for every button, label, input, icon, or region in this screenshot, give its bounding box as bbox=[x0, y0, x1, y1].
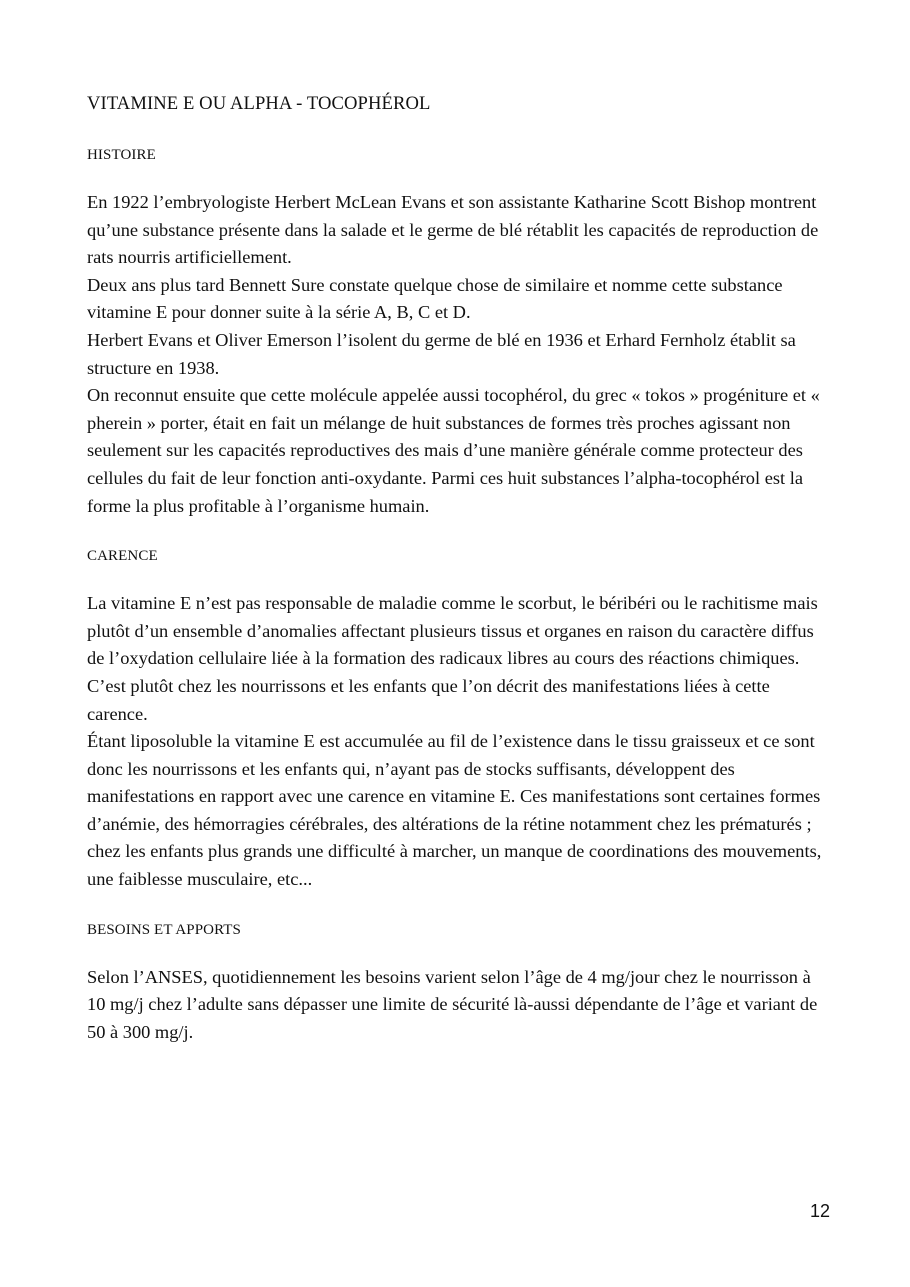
page-content bbox=[87, 91, 827, 1046]
section-body bbox=[87, 590, 827, 894]
paragraph: Deux ans plus tard Bennett Sure constate quelque chose de similaire et nomme cette substance vitamine E pour donner suite à la série A, B, C et D. bbox=[87, 274, 783, 323]
section-carence bbox=[87, 546, 827, 894]
paragraph: Herbert Evans et Oliver Emerson l’isolent du germe de blé en 1936 et Erhard Fernholz établit sa structure en 1938. bbox=[87, 329, 796, 378]
section-heading: CARENCE bbox=[87, 548, 158, 565]
section-body bbox=[87, 189, 827, 520]
page-number: 12 bbox=[809, 1201, 830, 1221]
section-heading: BESOINS ET APPORTS bbox=[87, 921, 241, 938]
section-histoire bbox=[87, 145, 827, 520]
document-title: VITAMINE E OU ALPHA - TOCOPHÉROL bbox=[87, 93, 431, 114]
paragraph: Selon l’ANSES, quotidiennement les besoins varient selon l’âge de 4 mg/jour chez le nourrisson à 10 mg/j chez l’adulte sans dépasser une limite de sécurité là-aussi dépendante de l’âge et variant de 50 à 300 mg/j. bbox=[87, 966, 818, 1042]
paragraph: On reconnut ensuite que cette molécule appelée aussi tocophérol, du grec « tokos » progéniture et « pherein » porter, était en fait un mélange de huit substances de formes très proches agissant non seulement sur les capacités reproductives des mais d’une manière générale comme protecteur des cellules du fait de leur fonction anti-oxydante. Parmi ces huit substances l’alpha-tocophérol est la forme la plus profitable à l’organisme humain. bbox=[87, 385, 820, 516]
paragraph: Étant liposoluble la vitamine E est accumulée au fil de l’existence dans le tissu graisseux et ce sont donc les nourrissons et les enfants qui, n’ayant pas de stocks suffisants, développent des manifestations en rapport avec une carence en vitamine E. Ces manifestations sont certaines formes d’anémie, des hémorragies cérébrales, des altérations de la rétine notamment chez les prématurés ; chez les enfants plus grands une difficulté à marcher, un manque de coordinations des mouvements, une faiblesse musculaire, etc... bbox=[87, 731, 822, 890]
section-heading: HISTOIRE bbox=[87, 147, 156, 163]
section-besoins-et-apports bbox=[87, 920, 827, 1047]
paragraph: C’est plutôt chez les nourrissons et les enfants que l’on décrit des manifestations liées à cette carence. bbox=[87, 675, 770, 724]
section-body bbox=[87, 964, 827, 1047]
paragraph: La vitamine E n’est pas responsable de maladie comme le scorbut, le béribéri ou le rachitisme mais plutôt d’un ensemble d’anomalies affectant plusieurs tissus et organes en raison du caractère diffus de l’oxydation cellulaire liée à la formation des radicaux libres au cours des réactions chimiques. bbox=[87, 593, 818, 669]
paragraph: En 1922 l’embryologiste Herbert McLean Evans et son assistante Katharine Scott Bishop montrent qu’une substance présente dans la salade et le germe de blé rétablit les capacités de reproduction de rats nourris artificiellement. bbox=[87, 192, 819, 268]
